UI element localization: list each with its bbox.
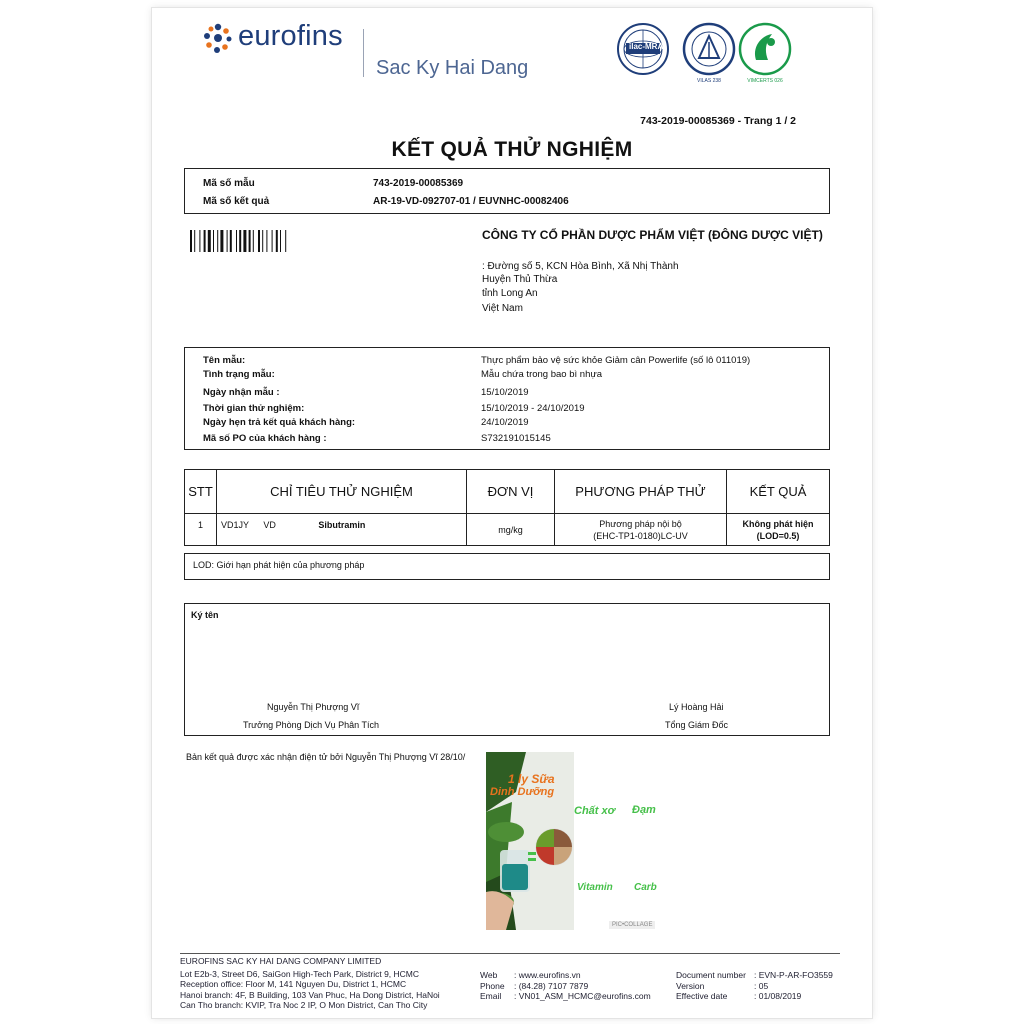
ilac-mra-seal [616,22,670,81]
cell-result [727,514,830,546]
lod-note: LOD: Giới hạn phát hiện của phương pháp [193,560,365,570]
po-number-value: S732191015145 [481,433,551,444]
promo-carb: Carb [634,882,657,893]
email-label: Email [480,991,502,1001]
customer-address-line: Huyện Thủ Thừa [482,274,558,285]
effdate-value: : 01/08/2019 [754,991,802,1001]
signer-right-name: Lý Hoàng Hải [669,702,724,712]
sample-code-value: 743-2019-00085369 [373,178,464,189]
signer-left-name: Nguyễn Thị Phượng Vĩ [267,702,360,712]
customer-address-line: tỉnh Long An [482,288,538,299]
received-date-label: Ngày nhận mẫu : [203,387,280,398]
sample-name-label: Tên mẫu: [203,355,246,366]
collage-watermark: PIC•COLLAGE [609,921,655,929]
barcode-bar [276,230,278,252]
parameter-name: Sibutramin [318,520,366,530]
sample-condition-label: Tình trạng mẫu: [203,369,275,380]
lod-note-box [184,553,830,580]
footer-address-line: Can Tho branch: KVIP, Tra Noc 2 IP, O Mon District, Can Tho City [180,1000,428,1010]
phone-value: : (84.28) 7107 7879 [514,980,589,991]
logo-divider [363,29,364,77]
barcode-bar [262,230,263,252]
cell-method [555,514,727,546]
due-date-value: 24/10/2019 [481,417,529,428]
web-label: Web [480,970,498,980]
vimcerts-caption: VIMCERTS 026 [747,78,783,84]
result-line: Không phát hiện [742,518,814,529]
cell-parameter [217,514,467,546]
results-table [184,469,830,546]
signer-right-title: Tổng Giám Đốc [665,720,729,730]
barcode-bar [204,230,206,252]
col-header-stt: STT [185,470,217,514]
received-date-value: 15/10/2019 [481,387,529,398]
barcode-bar [230,230,232,252]
customer-address-line: : Đường số 5, KCN Hòa Bình, Xã Nhị Thành [482,261,679,272]
footer-divider [180,953,840,954]
barcode-bar [227,230,228,252]
promo-headline-1: 1 ly Sữa [508,772,555,786]
barcode-bar [236,230,237,252]
footer-address-line: Reception office: Floor M, 141 Nguyen Du, District 1, HCMC [180,979,407,989]
boa-seal-icon [682,22,736,76]
vimcerts-seal-icon [738,22,792,76]
footer-company: EUROFINS SAC KY HAI DANG COMPANY LIMITED [180,956,382,966]
barcode-bar [285,230,286,252]
eurofins-logo-text: eurofins [238,20,343,52]
barcode-bar [199,230,200,252]
due-date-label: Ngày hẹn trả kết quả khách hàng: [203,417,356,428]
footer-address-line: Hanoi branch: 4F, B Building, 103 Van Phuc, Ha Dong District, HaNoi [180,989,440,1000]
boa-caption: VILAS 238 [697,78,721,84]
method-line: (EHC-TP1-0180)LC-UV [593,530,688,541]
sample-name-value: Thực phẩm bảo vệ sức khỏe Giảm cân Powerlife (số lô 011019) [481,355,751,366]
sample-code-label: Mã số mẫu [203,178,255,189]
col-header-unit: ĐƠN VỊ [467,470,555,514]
brand-subtitle: Sac Ky Hai Dang [376,57,529,79]
promo-headline-2: Dinh Dưỡng [490,786,555,798]
test-period-value: 15/10/2019 - 24/10/2019 [481,403,585,414]
effdate-label: Effective date [676,991,728,1001]
barcode-bar [239,230,241,252]
signature-label: Ký tên [191,610,219,620]
phone-label: Phone [480,980,505,991]
sample-codes-box [184,168,830,214]
docnum-label: Document number [676,970,746,980]
customer-address-line: Việt Nam [482,303,523,314]
results-header-row [185,470,830,514]
barcode-bar [258,230,260,252]
result-code-label: Mã số kết quả [203,196,270,207]
sample-condition-value: Mẫu chứa trong bao bì nhựa [481,369,602,380]
method-line: Phương pháp nội bộ [599,518,682,529]
version-value: : 05 [754,980,769,991]
result-line: (LOD=0.5) [756,530,800,541]
barcode-bar [280,230,281,252]
web-link[interactable]: : www.eurofins.vn [514,970,581,980]
footer-contact-block [480,970,651,1002]
signature-box [184,603,830,736]
customer-name: CÔNG TY CỔ PHẦN DƯỢC PHẨM VIỆT (ĐÔNG DƯỢC VIỆT) [482,228,823,242]
footer-address-block [180,956,470,1011]
docnum-value: : EVN-P-AR-FO3559 [754,970,833,980]
col-header-parameter: CHỈ TIÊU THỬ NGHIỆM [217,470,467,514]
barcode [190,230,348,252]
test-period-label: Thời gian thử nghiệm: [203,403,305,414]
signer-left-title: Trưởng Phòng Dịch Vụ Phân Tích [243,720,379,730]
test-report-page [152,8,872,1018]
barcode-bar [243,230,246,252]
barcode-bar [194,230,195,252]
barcode-bar [217,230,218,252]
barcode-bar [208,230,211,252]
barcode-bar [253,230,254,252]
promo-collage-image [486,752,574,930]
table-row [185,514,830,546]
barcode-bar [213,230,214,252]
barcode-bar [249,230,251,252]
footer-address-line: Lot E2b-3, Street D6, SaiGon High-Tech Park, District 9, HCMC [180,968,420,979]
promo-protein: Đạm [632,804,656,816]
sample-info-box [184,347,830,450]
barcode-bar [266,230,267,252]
bureau-of-accreditation-seal [682,22,736,84]
col-header-result: KẾT QUẢ [727,470,830,514]
barcode-bar [272,230,273,252]
electronic-confirmation: Bản kết quả được xác nhận điện tử bởi Nguyễn Thị Phượng Vĩ 28/10/ [186,752,466,762]
email-link[interactable]: : VN01_ASM_HCMC@eurofins.com [514,991,651,1001]
version-label: Version [676,980,705,991]
barcode-bar [220,230,223,252]
eurofins-logo-icon [202,22,234,54]
page-reference: 743-2019-00085369 - Trang 1 / 2 [640,115,796,127]
promo-vitamin: Vitamin [577,882,613,893]
col-header-method: PHƯƠNG PHÁP THỬ [555,470,727,514]
cell-unit: mg/kg [467,514,555,546]
result-code-value: AR-19-VD-092707-01 / EUVNHC-00082406 [373,196,569,207]
barcode-bar [190,230,192,252]
promo-fiber: Chất xơ [574,805,616,817]
parameter-code: VD1JY [221,520,249,530]
parameter-lab: VD [263,520,276,530]
ilac-caption: ilac-MRA [629,42,664,51]
po-number-label: Mã số PO của khách hàng : [203,433,327,444]
footer-document-block [676,970,833,1002]
cell-stt: 1 [185,514,217,546]
vimcerts-seal [738,22,792,84]
document-title: KẾT QUẢ THỬ NGHIỆM [391,138,633,161]
